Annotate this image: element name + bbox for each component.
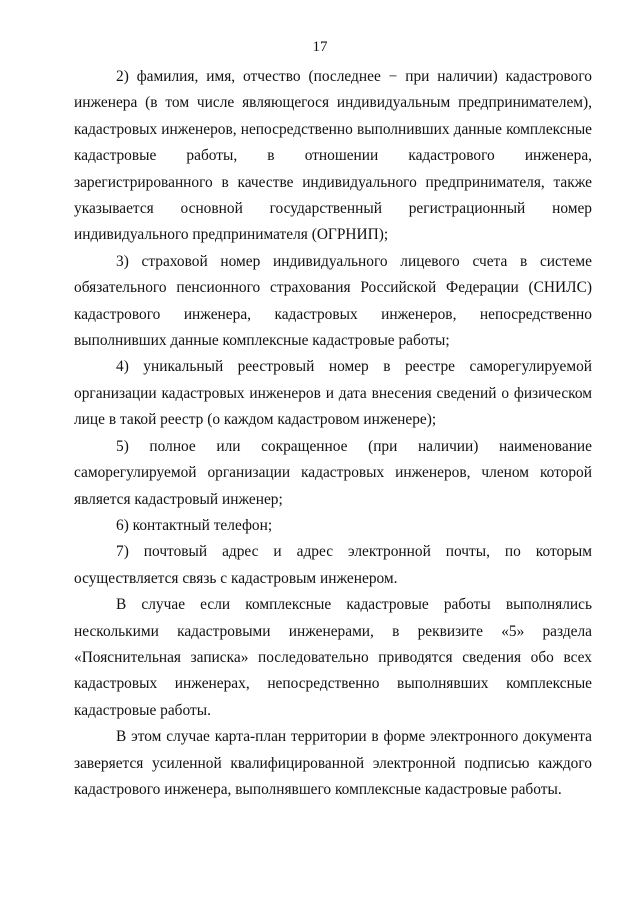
paragraph-multiple-engineers: В случае если комплексные кадастровые работы выполнялись несколькими кадастровыми инженерами, в реквизите «5» раздела «Пояснительная записка» последовательно приводятся сведения обо всех кадастровых инженерах, непосредственно выполнявших комплексные кадастровые работы. [74, 596, 592, 719]
paragraph-item-7-address: 7) почтовый адрес и адрес электронной почты, по которым осуществляется связь с кадастровым инженером. [74, 543, 592, 587]
paragraph-item-4-registry-number: 4) уникальный реестровый номер в реестре саморегулируемой организации кадастровых инженеров и дата внесения сведений о физическом лице в такой реестр (о каждом кадастровом инженере); [74, 358, 592, 429]
document-body [74, 64, 592, 803]
paragraph-item-2-full-name: 2) фамилия, имя, отчество (последнее − при наличии) кадастрового инженера (в том числе являющегося индивидуальным предпринимателем), кадастровых инженеров, непосредственно выполнивших данные комплексные кадастровые работы, в отношении кадастрового инженера, зарегистрированного в качестве индивидуального предпринимателя, также указывается основной государственный регистрационный номер индивидуального предпринимателя (ОГРНИП); [74, 68, 592, 244]
paragraph-item-3-snils: 3) страховой номер индивидуального лицевого счета в системе обязательного пенсионного страхования Российской Федерации (СНИЛС) кадастрового инженера, кадастровых инженеров, непосредственно выполнивших данные комплексные кадастровые работы; [74, 252, 592, 350]
page-number: 17 [312, 39, 328, 55]
paragraph-item-5-organization-name: 5) полное или сокращенное (при наличии) наименование саморегулируемой организации кадастровых инженеров, членом которой является кадастровый инженер; [74, 437, 592, 508]
paragraph-electronic-signature: В этом случае карта-план территории в форме электронного документа заверяется усиленной квалифицированной электронной подписью каждого кадастрового инженера, выполнявшего комплексные кадастровые работы. [74, 728, 592, 798]
paragraph-item-6-phone: 6) контактный телефон; [116, 516, 273, 534]
